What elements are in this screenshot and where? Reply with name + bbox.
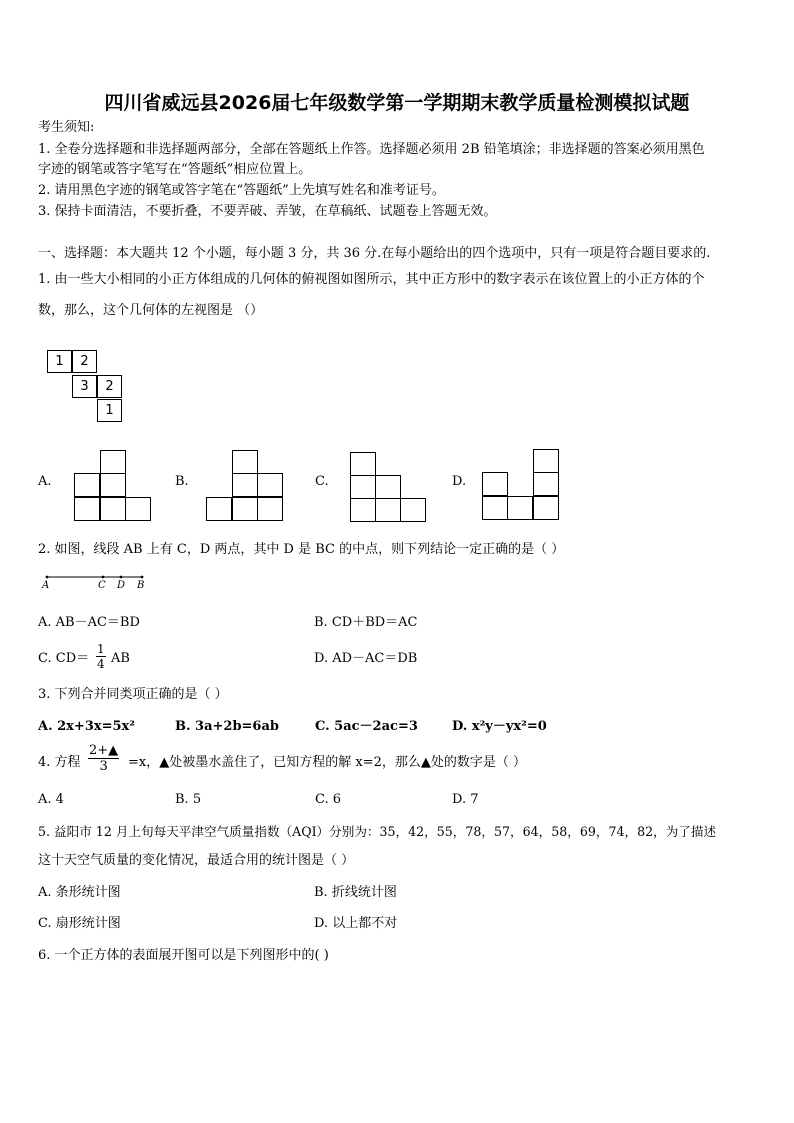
cube-square (482, 472, 508, 496)
fraction-denominator: 4 (97, 657, 105, 671)
q2-stem: 2. 如图，线段 AB 上有 C，D 两点，其中 D 是 BC 的中点，则下列结论一定正确的是（ ） (38, 542, 565, 557)
cube-square (375, 475, 401, 499)
fraction-denominator: 3 (99, 759, 108, 774)
cube-square (350, 498, 376, 522)
section-heading: 一、选择题：本大题共 12 个小题，每小题 3 分，共 36 分.在每小题给出的四个选项中，只有一项是符合题目要求的. (38, 246, 711, 261)
q2-option-c-fraction (96, 642, 106, 671)
q5-option-d[interactable]: D. 以上都不对 (314, 916, 398, 931)
q4-suffix: =x，▲处被墨水盖住了，已知方程的解 x=2，那么▲处的数字是（ ） (128, 755, 526, 770)
cube-square (350, 452, 376, 476)
q5-option-c[interactable]: C. 扇形统计图 (38, 916, 121, 931)
q5-option-a[interactable]: A. 条形统计图 (38, 885, 121, 900)
q5-option-b[interactable]: B. 折线统计图 (314, 885, 397, 900)
point-label-c: C (98, 580, 106, 591)
q2-option-c-prefix[interactable]: C. CD＝ (38, 651, 90, 666)
cube-square (74, 497, 100, 521)
q1-option-b-label[interactable]: B. (175, 474, 189, 489)
point-d (120, 576, 123, 579)
q2-option-c-suffix: AB (111, 651, 130, 666)
q3-option-b[interactable]: B. 3a+2b=6ab (175, 719, 279, 734)
cube-square (125, 497, 151, 521)
cube-square (100, 450, 126, 474)
grid-cell: 2 (72, 350, 97, 373)
q5-stem-line1: 5. 益阳市 12 月上旬每天平津空气质量指数（AQI）分别为：35，42，55，78，57，64，58，69，74，82，为了描述 (38, 824, 717, 839)
cube-square (533, 472, 559, 496)
cube-square (257, 497, 283, 521)
q3-stem: 3. 下列合并同类项正确的是（ ） (38, 687, 228, 702)
q3-option-d[interactable]: D. x²y－yx²=0 (452, 719, 547, 734)
cube-square (533, 449, 559, 473)
cube-square (74, 473, 100, 497)
cube-square (350, 475, 376, 499)
q4-prefix: 4. 方程 (38, 755, 81, 770)
cube-square (232, 473, 258, 497)
q1-option-c-label[interactable]: C. (315, 474, 329, 489)
point-label-a: A (42, 580, 50, 591)
q4-option-a[interactable]: A. 4 (38, 792, 64, 807)
cube-square (375, 498, 401, 522)
notice-item-1-cont: 字迹的钢笔或答字笔写在“答题纸”相应位置上。 (38, 162, 312, 177)
cube-square (232, 450, 258, 474)
q1-stem-line2: 数，那么，这个几何体的左视图是 （） (38, 303, 264, 318)
point-b (141, 576, 144, 579)
notice-heading: 考生须知: (38, 120, 95, 135)
fraction-numerator: 1 (97, 642, 105, 656)
cube-square (257, 473, 283, 497)
q1-stem-line1: 1. 由一些大小相同的小正方体组成的几何体的俯视图如图所示，其中正方形中的数字表示在该位置上的小正方体的个 (38, 272, 705, 287)
grid-cell: 1 (97, 399, 122, 422)
q2-option-a[interactable]: A. AB－AC＝BD (38, 615, 140, 630)
grid-cell: 1 (47, 350, 72, 373)
q4-option-d[interactable]: D. 7 (452, 792, 479, 807)
cube-square (400, 498, 426, 522)
q2-option-b[interactable]: B. CD＋BD＝AC (314, 615, 418, 630)
fraction-numerator: 2+▲ (89, 743, 119, 758)
point-a (46, 576, 49, 579)
q1-option-d-label[interactable]: D. (452, 474, 467, 489)
grid-cell: 2 (97, 375, 122, 398)
q3-option-a[interactable]: A. 2x+3x=5x² (38, 719, 136, 734)
point-c (102, 576, 105, 579)
q4-option-c[interactable]: C. 6 (315, 792, 342, 807)
notice-item-3: 3. 保持卡面清洁，不要折叠，不要弄破、弄皱，在草稿纸、试题卷上答题无效。 (38, 204, 497, 219)
cube-square (533, 496, 559, 520)
point-label-d: D (117, 580, 126, 591)
q4-fraction (88, 743, 119, 774)
grid-cell: 3 (72, 375, 97, 398)
cube-square (232, 497, 258, 521)
q1-option-a-label[interactable]: A. (38, 474, 52, 489)
page-title: 四川省威远县2026届七年级数学第一学期期末教学质量检测模拟试题 (104, 92, 690, 114)
q5-stem-line2: 这十天空气质量的变化情况，最适合用的统计图是（ ） (38, 853, 355, 868)
cube-square (507, 496, 533, 520)
point-label-b: B (137, 580, 145, 591)
cube-square (482, 496, 508, 520)
cube-square (100, 497, 126, 521)
q3-option-c[interactable]: C. 5ac－2ac=3 (315, 719, 418, 734)
q6-stem: 6. 一个正方体的表面展开图可以是下列图形中的( ) (38, 948, 329, 963)
cube-square (100, 473, 126, 497)
q2-option-d[interactable]: D. AD－AC＝DB (314, 651, 418, 666)
notice-item-2: 2. 请用黑色字迹的钢笔或答字笔在“答题纸”上先填写姓名和准考证号。 (38, 183, 445, 198)
q4-option-b[interactable]: B. 5 (175, 792, 202, 807)
cube-square (206, 497, 232, 521)
notice-item-1: 1. 全卷分选择题和非选择题两部分，全部在答题纸上作答。选择题必须用 2B 铅笔填涂；非选择题的答案必须用黑色 (38, 142, 705, 157)
